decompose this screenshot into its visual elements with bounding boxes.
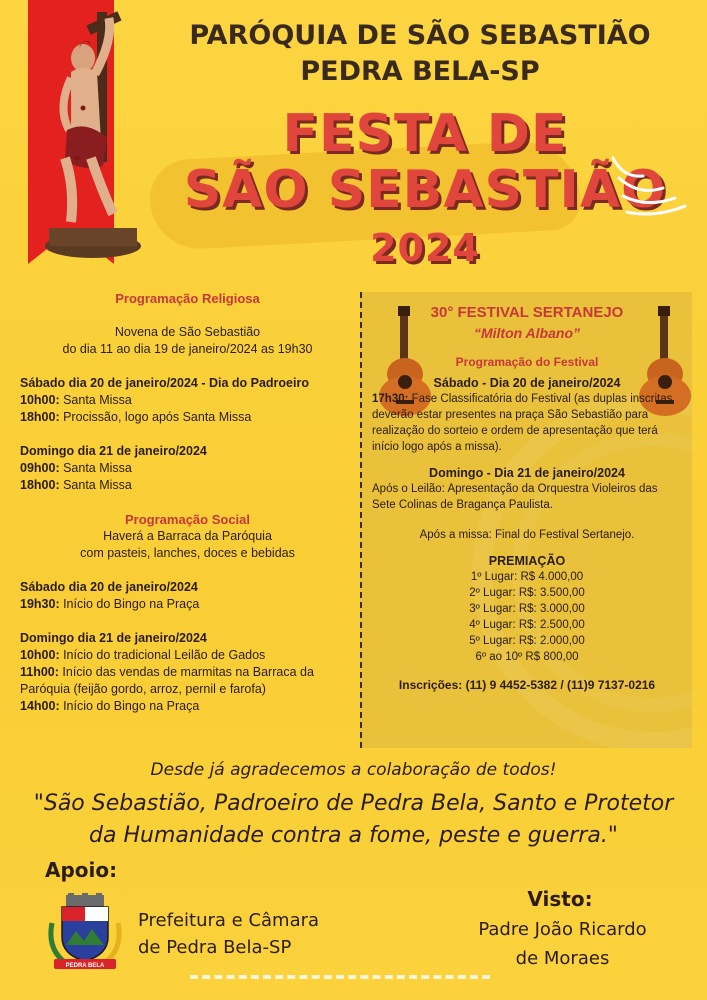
saint-sebastian-statue-image bbox=[35, 8, 155, 268]
religious-saturday-title: Sábado dia 20 de janeiro/2024 - Dia do Padroeiro bbox=[20, 376, 309, 390]
item-text: Início do Bingo na Praça bbox=[59, 597, 200, 611]
festival-panel bbox=[360, 292, 692, 748]
prize-item: 6º ao 10º R$ 800,00 bbox=[475, 651, 579, 663]
prize-item: 5º Lugar: R$: 2.000,00 bbox=[469, 635, 585, 647]
registration-phones: Inscrições: (11) 9 4452-5382 / (11)9 7137-0216 bbox=[398, 678, 656, 692]
festival-sunday-text1: Após o Leilão: Apresentação da Orquestra Violeiros das Sete Colinas de Bragança Paulista. bbox=[372, 483, 658, 511]
left-column-program bbox=[20, 290, 355, 715]
religious-sunday-title: Domingo dia 21 de janeiro/2024 bbox=[20, 444, 207, 458]
parish-title: PARÓQUIA DE SÃO SEBASTIÃO bbox=[189, 20, 651, 51]
item-time: 18h00: bbox=[20, 478, 60, 492]
item-text: Santa Missa bbox=[59, 461, 132, 475]
item-time: 17h30: bbox=[372, 393, 409, 405]
religious-saturday-item bbox=[20, 409, 355, 426]
item-text: Fase Classificatória do Festival (as duplas inscritas deverão estar presentes na praça São Sebastião para realização do sorteio e ordem de apresentação que terá início logo após a missa). bbox=[372, 393, 673, 453]
item-text: Início do tradicional Leilão de Gados bbox=[59, 648, 266, 662]
festa-title-line1: FESTA DE bbox=[282, 104, 568, 164]
festa-year: 2024 bbox=[370, 226, 480, 270]
patron-quote bbox=[20, 788, 687, 852]
festival-title: 30° FESTIVAL SERTANEJO bbox=[430, 304, 624, 321]
item-text: Início das vendas de marmitas na Barraca da Paróquia (feijão gordo, arroz, pernil e farofa) bbox=[20, 665, 314, 696]
item-text: Início do Bingo na Praça bbox=[59, 699, 200, 713]
prize-item: 3º Lugar: R$: 3.000,00 bbox=[469, 603, 585, 615]
item-time: 10h00: bbox=[20, 393, 60, 407]
festival-sunday-text2: Após a missa: Final do Festival Sertanejo. bbox=[419, 529, 635, 541]
prize-item: 2º Lugar: R$: 3.500,00 bbox=[469, 587, 585, 599]
social-sunday-item bbox=[20, 664, 355, 698]
item-time: 19h30: bbox=[20, 597, 60, 611]
festival-saturday-title: Sábado - Dia 20 de janeiro/2024 bbox=[433, 376, 621, 390]
crest-text: PEDRA BELA bbox=[65, 963, 105, 969]
item-time: 09h00: bbox=[20, 461, 60, 475]
padre-line2: de Moraes bbox=[515, 948, 610, 969]
item-text: Procissão, logo após Santa Missa bbox=[59, 410, 252, 424]
social-saturday-item bbox=[20, 596, 355, 613]
festival-sunday-title: Domingo - Dia 21 de janeiro/2024 bbox=[429, 466, 625, 480]
support-label: Apoio: bbox=[45, 858, 118, 882]
novena-title: Novena de São Sebastião bbox=[114, 325, 261, 339]
barraca-line2: com pasteis, lanches, doces e bebidas bbox=[80, 546, 295, 560]
social-saturday-title: Sábado dia 20 de janeiro/2024 bbox=[20, 580, 198, 594]
festival-subtitle: “Milton Albano” bbox=[473, 325, 581, 341]
item-time: 10h00: bbox=[20, 648, 60, 662]
dashed-divider bbox=[190, 975, 490, 979]
social-sunday-title: Domingo dia 21 de janeiro/2024 bbox=[20, 631, 207, 645]
novena-dates: do dia 11 ao dia 19 de janeiro/2024 as 19h30 bbox=[62, 342, 313, 356]
social-sunday-item bbox=[20, 698, 355, 715]
item-time: 14h00: bbox=[20, 699, 60, 713]
padre-name bbox=[450, 915, 675, 973]
prefeitura-line1: Prefeitura e Câmara bbox=[138, 910, 320, 931]
social-program-title: Programação Social bbox=[125, 512, 250, 527]
prefeitura-line2: de Pedra Bela-SP bbox=[138, 937, 292, 958]
sun-rays-decoration bbox=[605, 150, 695, 220]
prize-title: PREMIAÇÃO bbox=[488, 554, 566, 568]
religious-sunday-item bbox=[20, 477, 355, 494]
thanks-message: Desde já agradecemos a colaboração de todos! bbox=[150, 760, 557, 780]
quote-line2: da Humanidade contra a fome, peste e guerra." bbox=[89, 823, 618, 848]
item-time: 11h00: bbox=[20, 665, 59, 679]
barraca-line1: Haverá a Barraca da Paróquia bbox=[103, 529, 272, 543]
festa-title-line2: SÃO SEBASTIÃO bbox=[183, 160, 667, 220]
festival-saturday-text bbox=[362, 391, 692, 455]
religious-sunday-item bbox=[20, 460, 355, 477]
item-text: Santa Missa bbox=[59, 478, 132, 492]
visto-label: Visto: bbox=[527, 887, 593, 911]
padre-line1: Padre João Ricardo bbox=[478, 919, 647, 940]
social-sunday-item bbox=[20, 647, 355, 664]
religious-program-title: Programação Religiosa bbox=[115, 291, 260, 306]
parish-city: PEDRA BELA-SP bbox=[300, 56, 540, 87]
city-coat-of-arms-icon bbox=[44, 893, 126, 975]
prize-item: 4º Lugar: R$: 2.500,00 bbox=[469, 619, 585, 631]
quote-line1: "São Sebastião, Padroeiro de Pedra Bela, Santo e Protetor bbox=[33, 791, 674, 816]
festival-program-title: Programação do Festival bbox=[455, 355, 599, 369]
prize-item: 1º Lugar: R$ 4.000,00 bbox=[470, 571, 584, 583]
item-text: Santa Missa bbox=[59, 393, 132, 407]
prefeitura-text bbox=[138, 907, 358, 961]
item-time: 18h00: bbox=[20, 410, 60, 424]
religious-saturday-item bbox=[20, 392, 355, 409]
